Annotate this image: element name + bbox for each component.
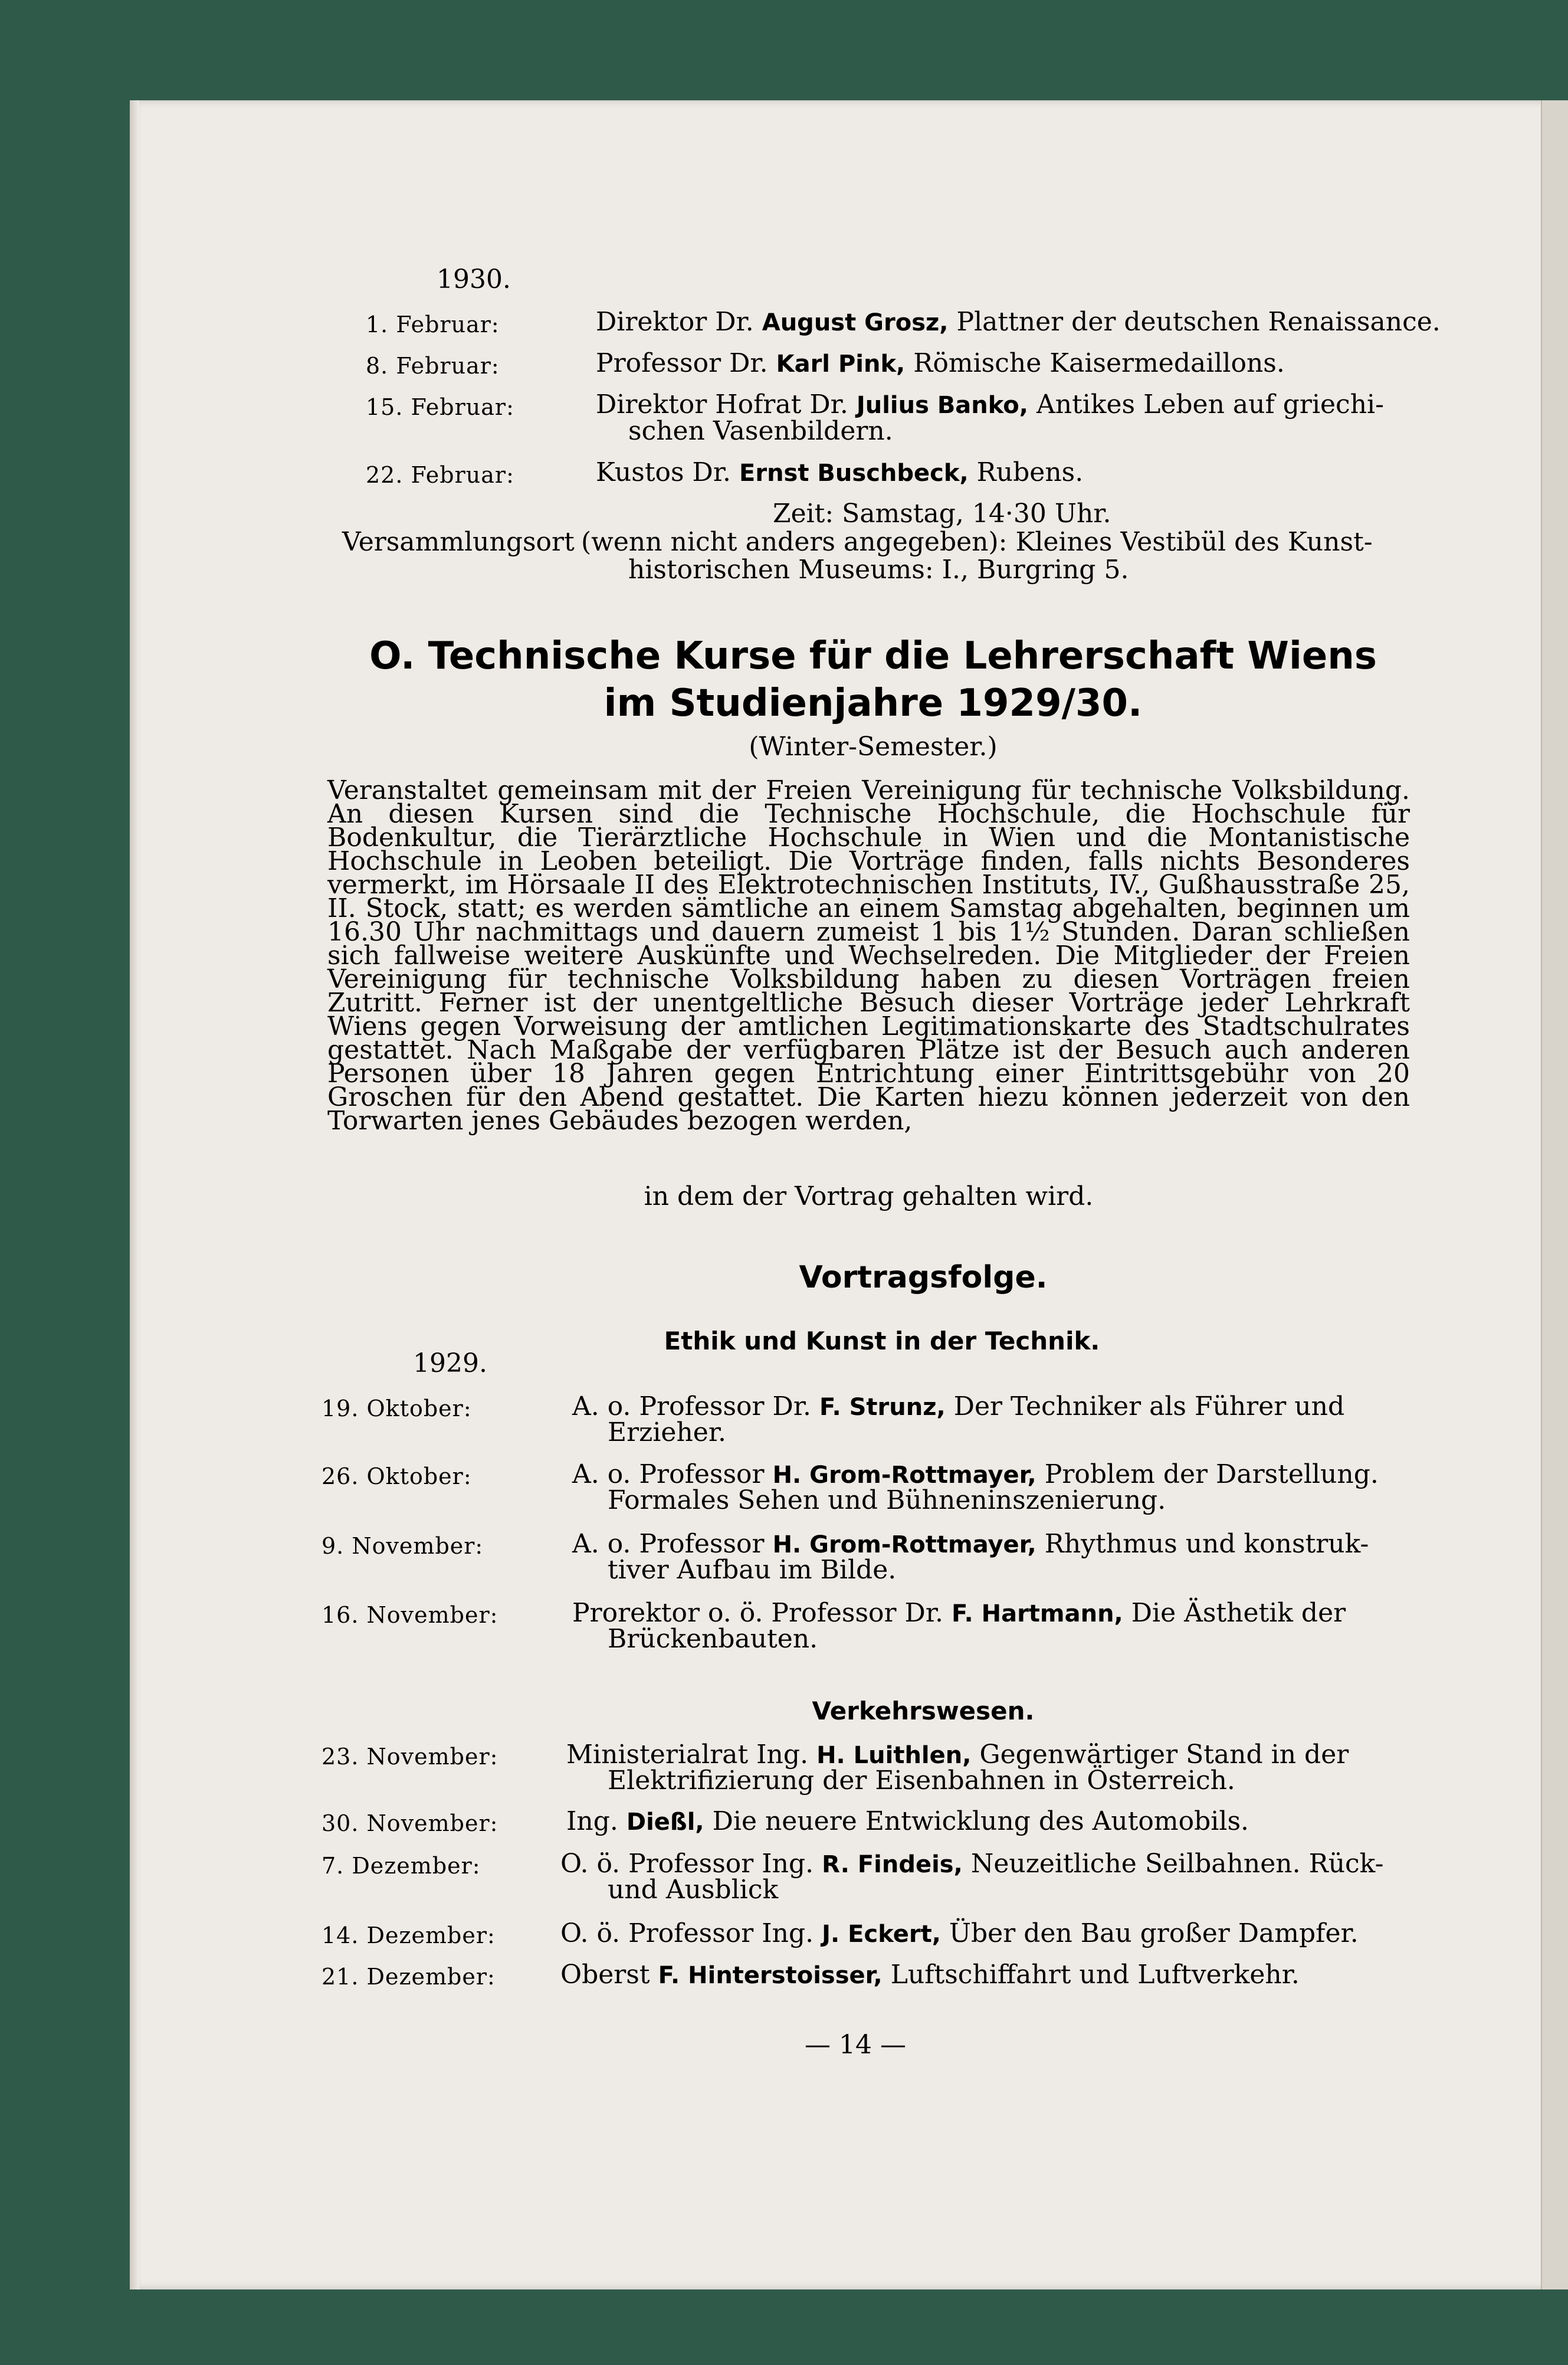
entry-text: O. ö. Professor Ing. R. Findeis, Neuzeitliche Seilbahnen. Rück- <box>560 1849 1384 1879</box>
venue-text: (wenn nicht anders angegeben): Kleines Vestibül des Kunst- <box>581 527 1373 557</box>
entry-text: Ministerialrat Ing. H. Luithlen, Gegenwärtiger Stand in der <box>566 1740 1349 1770</box>
entry-date: 22. Februar: <box>366 462 514 488</box>
entry-date: 16. November: <box>322 1602 498 1628</box>
entry-text-cont: Erzieher. <box>608 1417 727 1447</box>
venue-text-cont: historischen Museums: I., Burgring 5. <box>628 555 1129 585</box>
entry-text: Direktor Dr. August Grosz, Plattner der deutschen Renaissance. <box>596 307 1441 337</box>
entry-text: Prorektor o. ö. Professor Dr. F. Hartmann, Die Ästhetik der <box>572 1598 1346 1628</box>
time-info: Zeit: Samstag, 14·30 Uhr. <box>773 499 1111 529</box>
group-heading: Verkehrswesen. <box>812 1696 1035 1725</box>
entry-date: 9. November: <box>322 1533 484 1559</box>
entry-text: A. o. Professor H. Grom-Rottmayer, Rhythmus und konstruk- <box>572 1529 1369 1559</box>
semester-note: (Winter-Semester.) <box>749 732 998 762</box>
entry-date: 1. Februar: <box>366 312 500 338</box>
entry-date: 30. November: <box>322 1810 498 1836</box>
entry-text: Direktor Hofrat Dr. Julius Banko, Antikes Leben auf griechi- <box>596 389 1384 420</box>
entry-text-cont: Brückenbauten. <box>608 1624 818 1654</box>
entry-text-cont: und Ausblick <box>608 1875 779 1905</box>
intro-paragraph: Veranstaltet gemeinsam mit der Freien Vereinigung für technische Volksbildung. An diesen Kursen sind die Technische Hochschule, die Hochschule für Bodenkultur, die Tierärztliche Hochschule in Wien und die Montanistische Hochschule in Leoben beteiligt. Die Vorträge finden, falls nichts Besonderes vermerkt, im Hörsaale II des Elektrotechnischen Instituts, IV., Gußhausstraße 25, II. Stock, statt; es werden sämtliche an einem Samstag abgehalten, beginnen um 16.30 Uhr nachmittags und dauern zumeist 1 bis 1½ Stunden. Daran schließen sich fallweise weitere Auskünfte und Wechselreden. Die Mitglieder der Freien Vereinigung für technische Volksbildung haben zu diesen Vorträgen freien Zutritt. Ferner ist der unentgeltliche Besuch dieser Vorträge jeder Lehrkraft Wiens gegen Vorweisung der amtlichen Legitimationskarte des Stadtschulrates gestattet. Nach Maßgabe der verfügbaren Plätze ist der Besuch auch anderen Personen über 18 Jahren gegen Entrichtung einer Eintrittsgebühr von 20 Groschen für den Abend gestattet. Die Karten hiezu können jederzeit von den Torwarten jenes Gebäudes bezogen werden, <box>327 775 1410 1136</box>
entry-date: 19. Oktober: <box>322 1396 472 1421</box>
next-page-edge <box>1541 100 1568 2289</box>
year-1929: 1929. <box>413 1348 487 1378</box>
entry-text-cont: schen Vasenbildern. <box>628 416 893 446</box>
entry-text: O. ö. Professor Ing. J. Eckert, Über den Bau großer Dampfer. <box>560 1918 1359 1948</box>
section-heading-line2: im Studienjahre 1929/30. <box>603 682 1143 725</box>
page-spine <box>130 100 139 2289</box>
entry-date: 26. Oktober: <box>322 1463 472 1489</box>
entry-text: Oberst F. Hinterstoisser, Luftschiffahrt und Luftverkehr. <box>560 1960 1300 1990</box>
entry-text-cont: tiver Aufbau im Bilde. <box>608 1555 897 1585</box>
entry-text-cont: Elektrifizierung der Eisenbahnen in Österreich. <box>608 1765 1235 1796</box>
year-1930: 1930. <box>437 264 511 294</box>
intro-paragraph-last: in dem der Vortrag gehalten wird. <box>644 1181 1094 1211</box>
entry-text-cont: Formales Sehen und Bühneninszenierung. <box>608 1485 1166 1515</box>
entry-date: 21. Dezember: <box>322 1964 496 1990</box>
venue-label: Versammlungsort <box>342 527 575 557</box>
section-heading: O. Technische Kurse für die Lehrerschaft Wiens <box>369 634 1377 678</box>
entry-date: 23. November: <box>322 1744 498 1770</box>
entry-text: Ing. Dießl, Die neuere Entwicklung des Automobils. <box>566 1806 1249 1836</box>
page-number: — 14 — <box>805 2030 906 2060</box>
entry-text: A. o. Professor Dr. F. Strunz, Der Techniker als Führer und <box>572 1391 1345 1421</box>
entry-date: 8. Februar: <box>366 353 500 379</box>
group-heading: Ethik und Kunst in der Technik. <box>664 1326 1100 1355</box>
entry-date: 14. Dezember: <box>322 1922 496 1948</box>
program-heading: Vortragsfolge. <box>799 1260 1048 1295</box>
entry-text: A. o. Professor H. Grom-Rottmayer, Problem der Darstellung. <box>572 1459 1379 1489</box>
entry-date: 15. Februar: <box>366 394 514 420</box>
entry-text: Professor Dr. Karl Pink, Römische Kaisermedaillons. <box>596 348 1285 378</box>
entry-date: 7. Dezember: <box>322 1853 481 1879</box>
entry-text: Kustos Dr. Ernst Buschbeck, Rubens. <box>596 457 1084 487</box>
